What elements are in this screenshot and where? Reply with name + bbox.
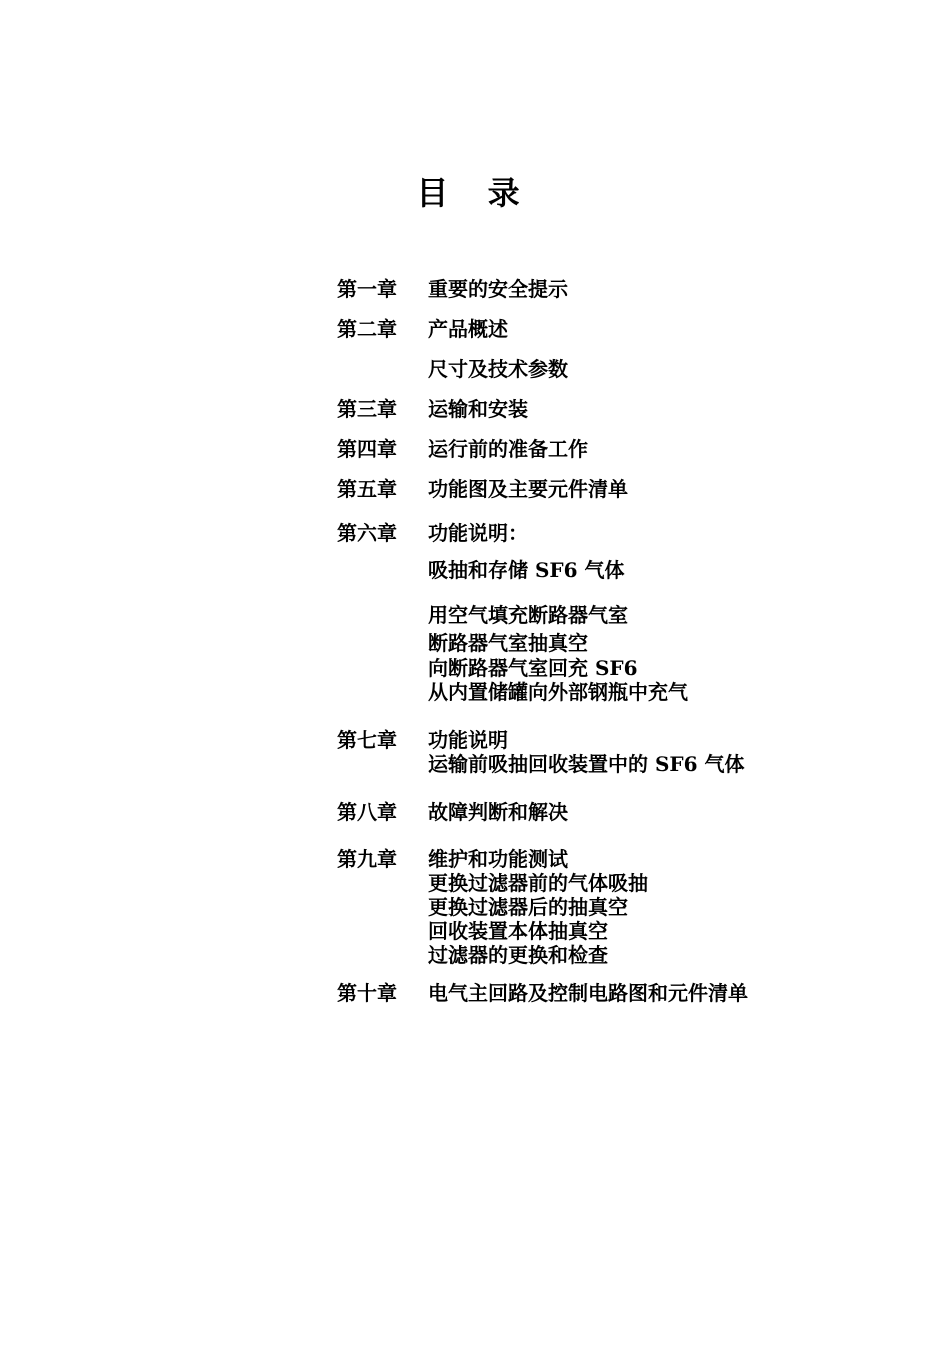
toc-chapter-4-title: 运行前的准备工作	[428, 437, 588, 461]
toc-chapter-8-title: 故障判断和解决	[428, 800, 568, 824]
toc-chapter-7-label: 第七章	[337, 728, 397, 752]
toc-chapter-10-title: 电气主回路及控制电路图和元件清单	[428, 981, 748, 1005]
toc-chapter-3-title: 运输和安装	[428, 397, 528, 421]
toc-chapter-6-label: 第六章	[337, 521, 397, 545]
toc-chapter-1-title: 重要的安全提示	[428, 277, 568, 301]
toc-chapter-9-sub-1: 更换过滤器前的气体吸抽	[428, 871, 648, 895]
toc-chapter-7-title: 功能说明	[428, 728, 508, 752]
toc-chapter-9-title: 维护和功能测试	[428, 847, 568, 871]
toc-chapter-6-sub-2: 用空气填充断路器气室	[428, 603, 628, 627]
page-title: 目 录	[416, 174, 534, 212]
toc-chapter-6-title: 功能说明：	[428, 521, 528, 545]
toc-chapter-2-title: 产品概述	[428, 317, 508, 341]
toc-chapter-6-sub-3: 断路器气室抽真空	[428, 631, 588, 655]
toc-chapter-9-label: 第九章	[337, 847, 397, 871]
toc-chapter-10-label: 第十章	[337, 981, 397, 1005]
toc-chapter-6-sub-5: 从内置储罐向外部钢瓶中充气	[428, 680, 688, 704]
toc-chapter-6-sub-1: 吸抽和存储 SF6 气体	[428, 558, 625, 582]
toc-chapter-8-label: 第八章	[337, 800, 397, 824]
toc-chapter-9-sub-2: 更换过滤器后的抽真空	[428, 895, 628, 919]
toc-chapter-7-sub-1: 运输前吸抽回收装置中的 SF6 气体	[428, 752, 745, 776]
toc-chapter-5-title: 功能图及主要元件清单	[428, 477, 628, 501]
toc-chapter-9-sub-4: 过滤器的更换和检查	[428, 943, 608, 967]
toc-chapter-9-sub-3: 回收装置本体抽真空	[428, 919, 608, 943]
toc-chapter-2-label: 第二章	[337, 317, 397, 341]
toc-chapter-1-label: 第一章	[337, 277, 397, 301]
toc-chapter-4-label: 第四章	[337, 437, 397, 461]
toc-chapter-6-sub-4: 向断路器气室回充 SF6	[428, 656, 638, 680]
toc-chapter-2-sub-1: 尺寸及技术参数	[428, 357, 568, 381]
toc-chapter-5-label: 第五章	[337, 477, 397, 501]
toc-chapter-3-label: 第三章	[337, 397, 397, 421]
